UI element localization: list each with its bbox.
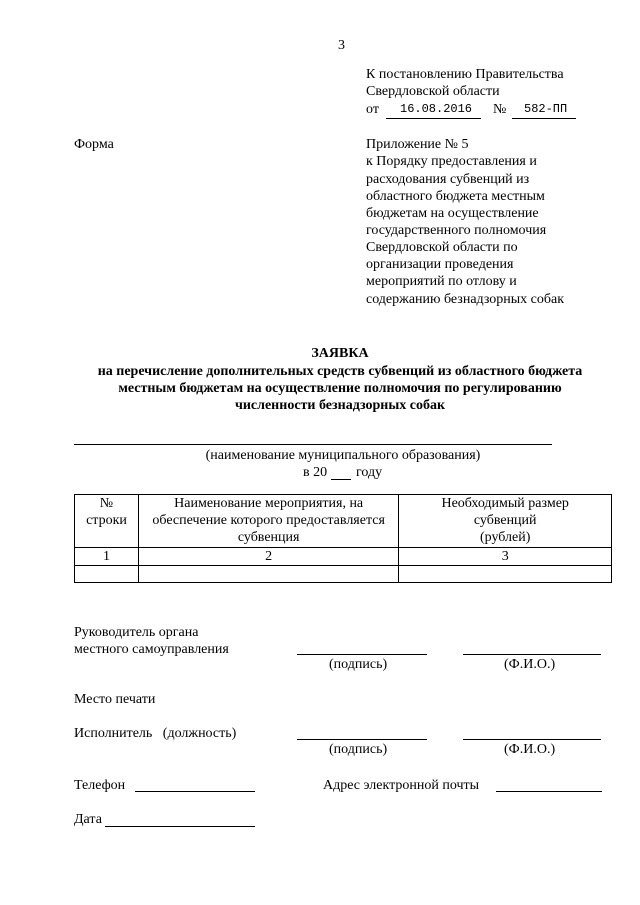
page-number: 3 [338, 38, 345, 53]
header-amount-line: субвенций [473, 513, 537, 528]
header-activity-line: обеспечение которого предоставляется [152, 513, 385, 528]
appendix-line: областного бюджета местным [366, 189, 545, 204]
table-cell[interactable] [399, 566, 612, 583]
document-title: ЗАЯВКА [311, 346, 369, 361]
email-field-line[interactable] [496, 791, 602, 792]
year-field-line[interactable] [331, 479, 351, 480]
appendix-line: расходования субвенций из [366, 172, 530, 187]
stamp-label: Место печати [74, 692, 156, 707]
decree-from-label: от [366, 102, 379, 117]
decree-number-underline [512, 118, 576, 119]
header-row-number [75, 495, 139, 548]
decree-line-2: Свердловской области [366, 84, 500, 99]
head-label-line: Руководитель органа [74, 625, 199, 640]
decree-number-label: № [493, 102, 507, 117]
decree-date-underline [386, 118, 481, 119]
decree-number: 582-ПП [524, 102, 568, 116]
appendix-line: организации проведения [366, 257, 514, 272]
table-cell[interactable] [138, 566, 398, 583]
date-field-line[interactable] [105, 826, 255, 827]
header-activity-name [138, 495, 398, 548]
document-subtitle-line: местным бюджетам на осуществление полномочия по регулированию [118, 381, 562, 396]
head-signature-line[interactable] [297, 654, 427, 655]
head-fio-caption: (Ф.И.О.) [504, 657, 556, 672]
year-prefix: в 20 [303, 465, 328, 480]
head-fio-line[interactable] [463, 654, 601, 655]
municipality-caption: (наименование муниципального образования) [205, 448, 481, 463]
header-activity-line: субвенция [237, 530, 300, 545]
decree-line-1: К постановлению Правительства [366, 67, 564, 82]
appendix-line: Свердловской области по [366, 240, 518, 255]
document-subtitle-line: на перечисление дополнительных средств субвенций из областного бюджета [97, 364, 583, 379]
header-amount [399, 495, 612, 548]
form-label: Форма [74, 137, 114, 152]
executor-fio-line[interactable] [463, 739, 601, 740]
year-suffix: году [356, 465, 383, 480]
table-row [75, 566, 612, 583]
executor-signature-line[interactable] [297, 739, 427, 740]
header-row-number-line: № [99, 496, 114, 511]
table-cell: 3 [399, 548, 612, 566]
appendix-line: бюджетам на осуществление [366, 206, 539, 221]
municipality-field-line[interactable] [74, 444, 552, 445]
date-label: Дата [74, 812, 102, 827]
phone-field-line[interactable] [135, 791, 255, 792]
appendix-line: содержанию безнадзорных собак [366, 292, 565, 307]
header-amount-line: Необходимый размер [441, 496, 569, 511]
phone-label: Телефон [74, 778, 126, 793]
head-label-line: местного самоуправления [74, 642, 229, 657]
appendix-line: государственного полномочия [366, 223, 547, 238]
table-cell[interactable] [75, 566, 139, 583]
table-numbering-row [75, 548, 612, 566]
appendix-line: к Порядку предоставления и [366, 154, 537, 169]
subvention-table [74, 494, 612, 583]
table-header-row [75, 495, 612, 548]
email-label: Адрес электронной почты [323, 778, 480, 793]
head-signature-caption: (подпись) [329, 657, 388, 672]
decree-date: 16.08.2016 [400, 102, 473, 116]
appendix-title: Приложение № 5 [366, 137, 469, 152]
executor-fio-caption: (Ф.И.О.) [504, 742, 556, 757]
appendix-line: мероприятий по отлову и [366, 274, 517, 289]
header-amount-line: (рублей) [479, 530, 531, 545]
header-activity-line: Наименование мероприятия, на [174, 496, 364, 511]
table-cell: 2 [138, 548, 398, 566]
executor-signature-caption: (подпись) [329, 742, 388, 757]
table-cell: 1 [75, 548, 139, 566]
header-row-number-line: строки [86, 513, 127, 528]
document-subtitle-line: численности безнадзорных собак [234, 398, 446, 413]
executor-label: Исполнитель (должность) [74, 726, 237, 741]
